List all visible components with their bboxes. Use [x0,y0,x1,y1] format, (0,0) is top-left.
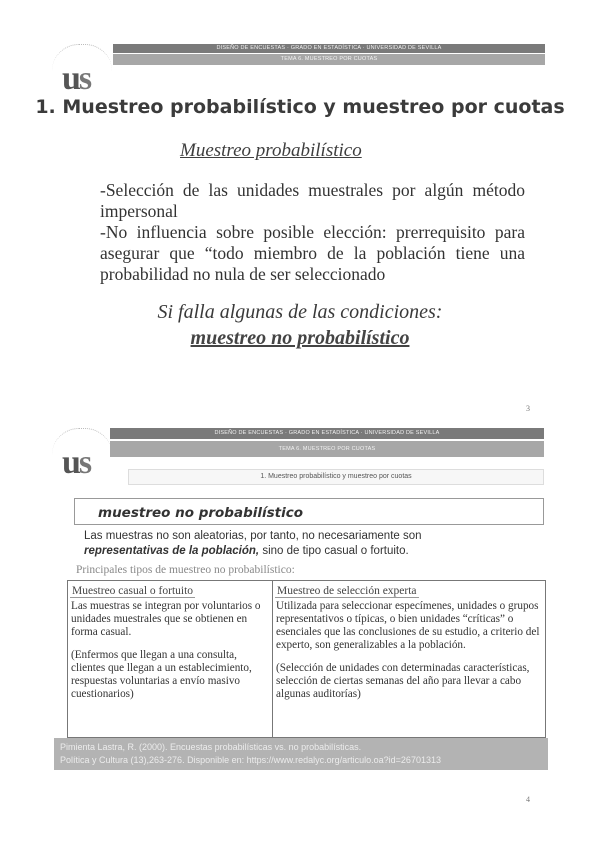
slide-heading: 1. Muestreo probabilístico y muestreo por cuotas [35,96,565,118]
header-bar-sub [110,441,544,457]
section-subheading: Muestreo probabilístico [180,140,362,161]
reference-footer [54,738,548,770]
types-label: Principales tipos de muestreo no probabilístico: [76,564,295,576]
bullet-item: -Selección de las unidades muestrales por algún método impersonal [100,180,525,221]
column-text: Las muestras se integran por voluntarios o unidades muestrales que se obtienen en forma casual. [71,600,261,638]
page-number: 4 [526,795,530,804]
intro-emphasis: representativas de la población, [84,545,260,557]
breadcrumb: 1. Muestreo probabilístico y muestreo por cuotas [128,469,544,485]
column-example: (Enfermos que llegan a una consulta, clientes que llegan a un establecimiento, respuestas voluntarias a envío masivo cuestionarios) [71,649,252,700]
sampling-types-table [67,580,546,738]
header-bar-sub [113,54,545,65]
header-subtitle: TEMA 6. MUESTREO POR CUOTAS [278,446,376,452]
reference-link[interactable]: Política y Cultura (13),263-276. Disponible en: https://www.redalyc.org/articulo.oa?id=26701313 [60,755,441,765]
column-text: Utilizada para seleccionar especímenes, unidades o grupos representativos o típicas, o bien unidades “críticas” o esenciales que las conclusiones de su estudio, a criterio del experto, son generalizables a la población. [276,600,540,651]
table-column-casual [68,581,273,737]
bullet-item: -No influencia sobre posible elección: prerrequisito para asegurar que “todo miembro de la población tiene una probabilidad no nula de ser seleccionado [100,222,525,284]
header-subtitle: TEMA 6. MUESTREO POR CUOTAS [280,56,378,62]
header-title: DISEÑO DE ENCUESTAS · GRADO EN ESTADÍSTICA · UNIVERSIDAD DE SEVILLA [216,45,442,51]
column-heading: Muestreo de selección experta [277,585,417,597]
table-column-expert [273,581,545,737]
header-title: DISEÑO DE ENCUESTAS · GRADO EN ESTADÍSTICA · UNIVERSIDAD DE SEVILLA [214,430,440,436]
column-heading: Muestreo casual o fortuito [72,585,194,597]
logo-mark-icon: us [62,444,91,481]
intro-line [84,545,409,557]
condition-note: Si falla algunas de las condiciones: [157,301,443,323]
slide-title: muestreo no probabilístico [98,505,304,521]
reference-line: Pimienta Lastra, R. (2000). Encuestas probabilísticas vs. no probabilísticas. [60,742,362,752]
header-bar-top [110,428,544,439]
logo-mark-icon: us [62,60,91,97]
intro-rest: sino de tipo casual o fortuito. [259,545,409,557]
page-number: 3 [526,404,530,413]
column-example: (Selección de unidades con determinadas características, selección de ciertas semanas del año para llevar a cabo algunas auditorías) [276,662,530,700]
condition-result: muestreo no probabilístico [190,327,410,349]
header-bar-top [113,44,545,53]
intro-line: Las muestras no son aleatorias, por tanto, no necesariamente son [84,530,422,542]
bullet-list [100,180,525,285]
